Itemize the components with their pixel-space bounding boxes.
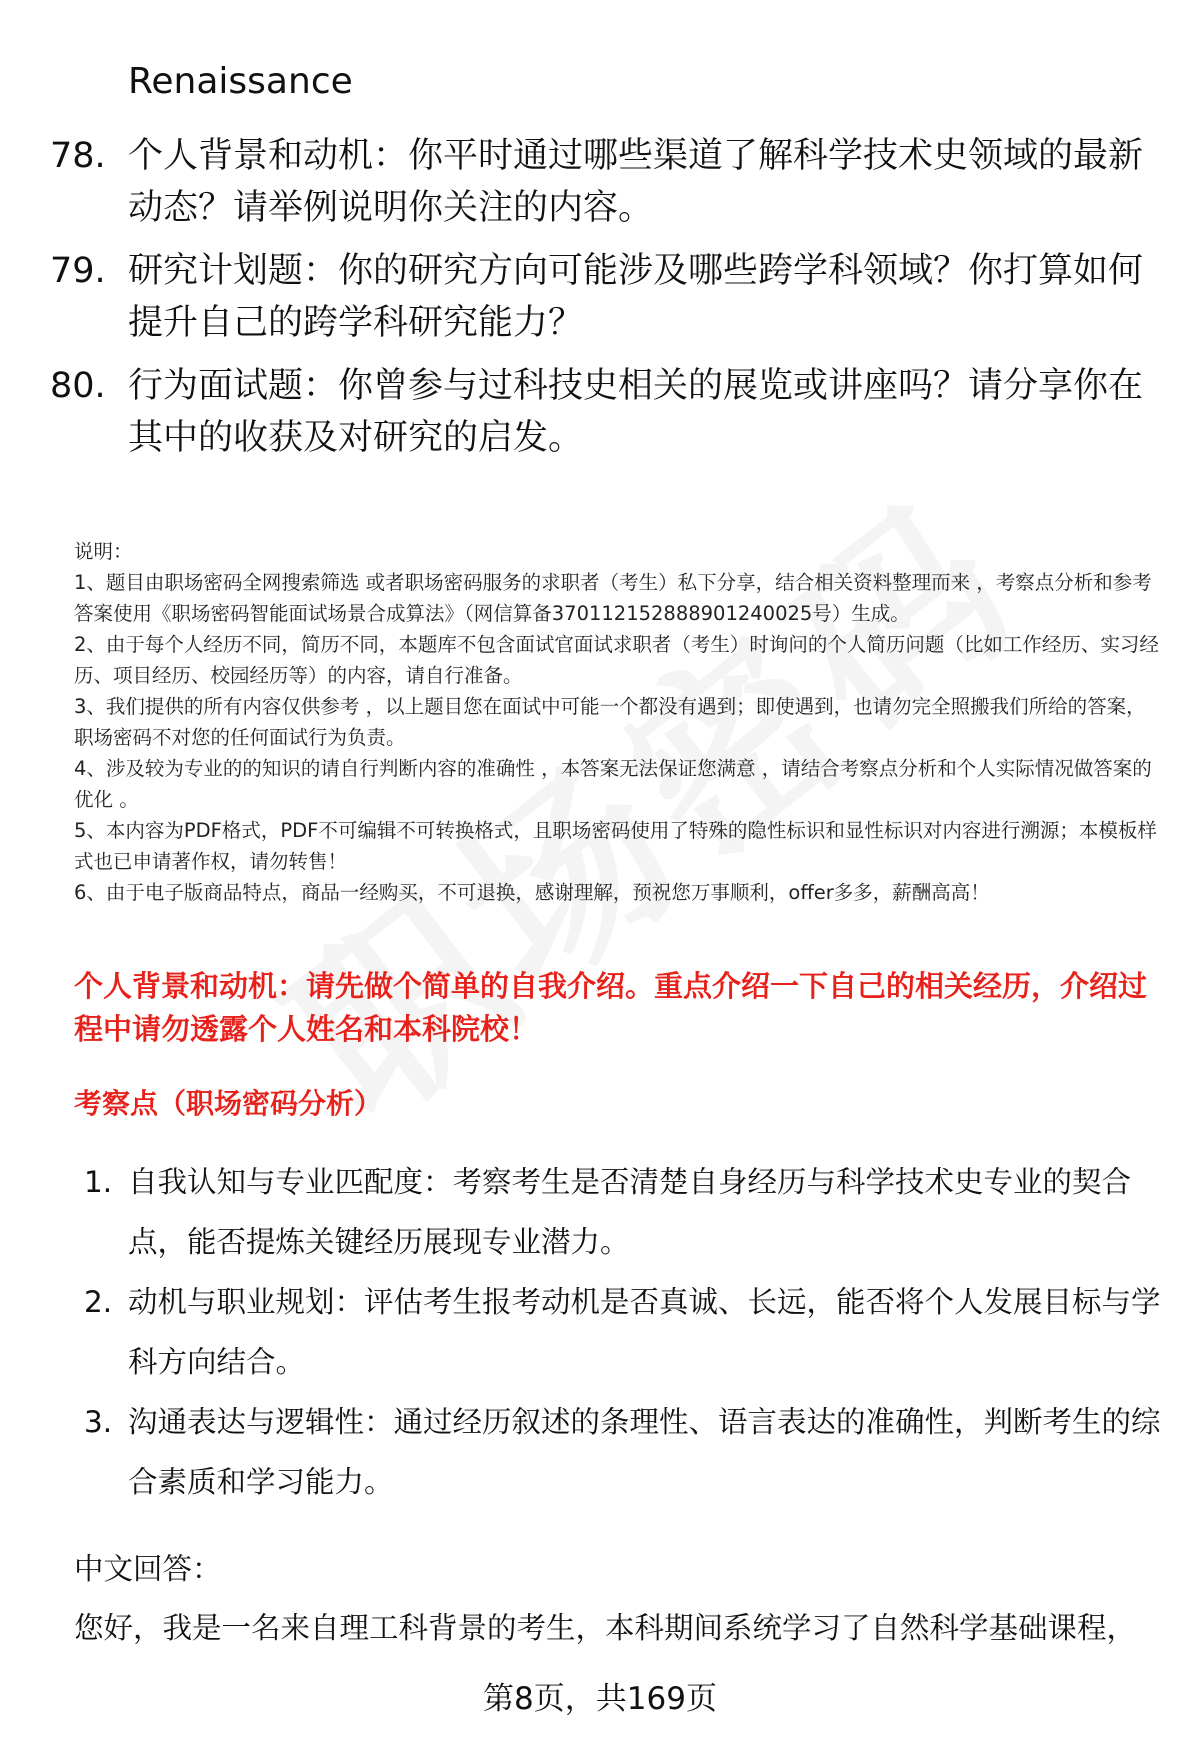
- question-number: 78.: [50, 136, 106, 176]
- analysis-point: [80, 1392, 1170, 1512]
- point-text: 沟通表达与逻辑性：通过经历叙述的条理性、语言表达的准确性，判断考生的综合素质和学习能力。: [128, 1405, 1161, 1499]
- point-text: 动机与职业规划：评估考生报考动机是否真诚、长远，能否将个人发展目标与学科方向结合。: [128, 1285, 1161, 1379]
- analysis-point: [80, 1152, 1170, 1272]
- note-item: 6、由于电子版商品特点，商品一经购买，不可退换，感谢理解，预祝您万事顺利，offer多多，薪酬高高！: [74, 881, 990, 904]
- question-item: [50, 245, 1160, 349]
- point-number: 3.: [84, 1405, 113, 1439]
- notes-heading: 说明：: [74, 540, 133, 563]
- note-item: 4、涉及较为专业的的知识的请自行判断内容的准确性 ，本答案无法保证您满意 ，请结合考察点分析和个人实际情况做答案的优化 。: [74, 757, 1152, 811]
- point-number: 1.: [84, 1165, 113, 1199]
- answer-label: 中文回答：: [74, 1552, 222, 1586]
- question-text: 个人背景和动机：你平时通过哪些渠道了解科学技术史领域的最新动态？请举例说明你关注的内容。: [128, 136, 1144, 228]
- notes-section: [74, 536, 1164, 908]
- question-number: 79.: [50, 251, 106, 291]
- note-item: 5、本内容为PDF格式，PDF不可编辑不可转换格式，且职场密码使用了特殊的隐性标识和显性标识对内容进行溯源；本模板样式也已申请著作权，请勿转售！: [74, 819, 1157, 873]
- continuation-text: Renaissance: [128, 61, 353, 102]
- question-text: 行为面试题：你曾参与过科技史相关的展览或讲座吗？请分享你在其中的收获及对研究的启发。: [128, 366, 1144, 458]
- question-text: 研究计划题：你的研究方向可能涉及哪些跨学科领域？你打算如何提升自己的跨学科研究能力？: [128, 251, 1144, 343]
- question-number: 80.: [50, 366, 106, 406]
- analysis-points: [80, 1152, 1170, 1512]
- analysis-title: 考察点（职场密码分析）: [74, 1087, 383, 1120]
- question-item: [50, 130, 1160, 234]
- note-item: 3、我们提供的所有内容仅供参考 ，以上题目您在面试中可能一个都没有遇到；即使遇到，也请勿完全照搬我们所给的答案，职场密码不对您的任何面试行为负责。: [74, 695, 1146, 749]
- question-item: [50, 360, 1160, 464]
- page-number: 第8页，共169页: [483, 1681, 717, 1717]
- point-number: 2.: [84, 1285, 113, 1319]
- featured-question: 个人背景和动机：请先做个简单的自我介绍。重点介绍一下自己的相关经历，介绍过程中请勿透露个人姓名和本科院校！: [74, 969, 1148, 1046]
- point-text: 自我认知与专业匹配度：考察考生是否清楚自身经历与科学技术史专业的契合点，能否提炼关键经历展现专业潜力。: [128, 1165, 1132, 1259]
- answer-text: 您好，我是一名来自理工科背景的考生，本科期间系统学习了自然科学基础课程，: [74, 1611, 1137, 1645]
- analysis-point: [80, 1272, 1170, 1392]
- note-item: 2、由于每个人经历不同，简历不同，本题库不包含面试官面试求职者（考生）时询问的个人简历问题（比如工作经历、实习经历、项目经历、校园经历等）的内容，请自行准备。: [74, 633, 1159, 687]
- note-item: 1、题目由职场密码全网搜索筛选 或者职场密码服务的求职者（考生）私下分享，结合相关资料整理而来 ，考察点分析和参考答案使用《职场密码智能面试场景合成算法》（网信算备370112152888901240025号）生成。: [74, 571, 1152, 625]
